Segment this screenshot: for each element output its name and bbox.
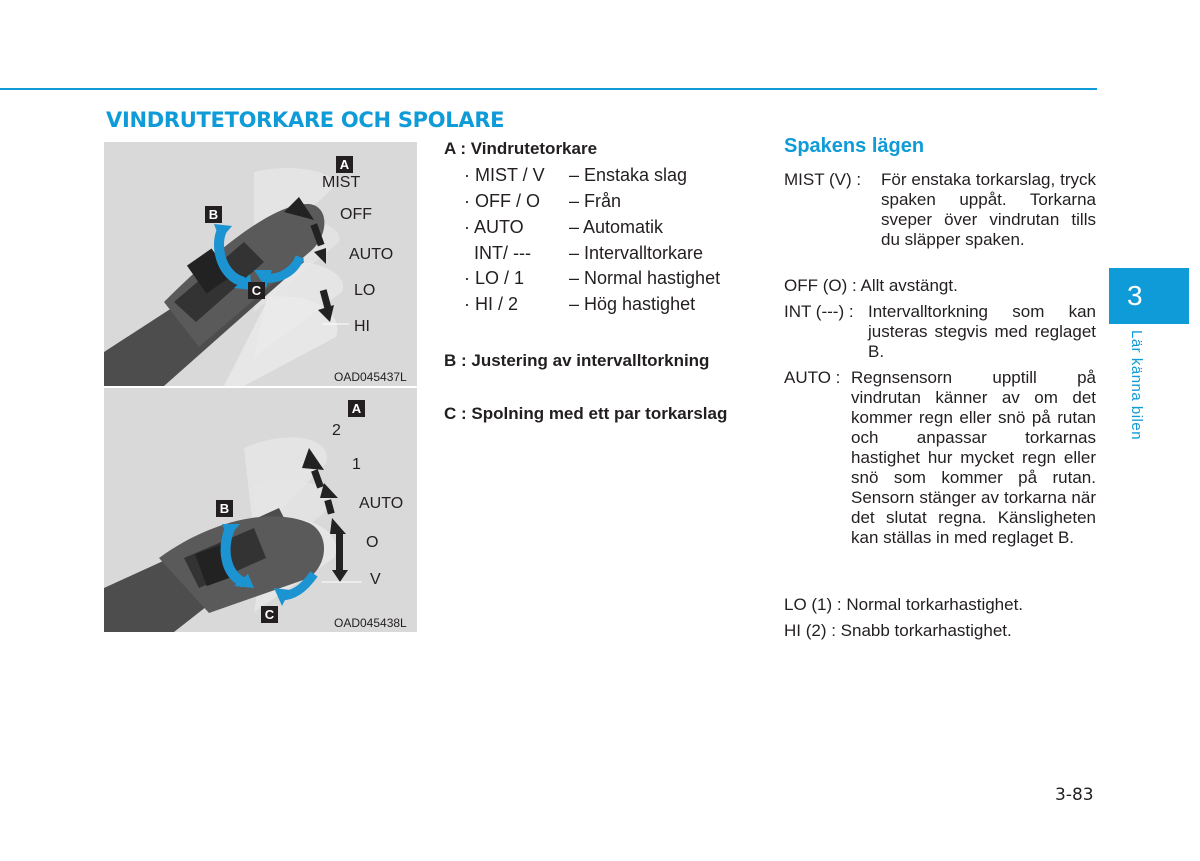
label-hi: HI	[354, 318, 370, 335]
label-v: V	[370, 571, 381, 588]
figure-type-b	[104, 388, 417, 632]
mode-desc: – Intervalltorkare	[569, 243, 704, 263]
positions-title: Spakens lägen	[784, 135, 925, 157]
mode-desc: – Automatik	[569, 217, 664, 237]
wiper-stalk-illustration-a	[104, 142, 417, 386]
label-auto: AUTO	[349, 246, 394, 263]
mode-code: · OFF / O	[464, 191, 540, 211]
page-number: 3-83	[1055, 785, 1094, 805]
badge-b: B	[216, 500, 233, 517]
header-rule	[0, 88, 1097, 90]
position-term: INT (---) :	[784, 302, 854, 321]
position-text: För enstaka torkarslag, tryck spaken uppåt. Torkarna sveper över vindrutan tills du släpper spaken.	[881, 170, 1096, 249]
position-text: Intervalltorkning som kan justeras stegvis med reglaget B.	[868, 302, 1096, 361]
mode-code: · MIST / V	[464, 165, 545, 185]
mode-desc: – Hög hastighet	[569, 294, 696, 314]
legend-c-heading: C : Spolning med ett par torkarslag	[444, 404, 728, 423]
figure-b-code: OAD045438L	[334, 616, 407, 630]
legend-a-heading: A : Vindrutetorkare	[444, 139, 598, 158]
badge-a: A	[348, 400, 365, 417]
mode-desc: – Enstaka slag	[569, 165, 688, 185]
mode-code: · LO / 1	[464, 268, 525, 288]
chapter-tab: 3	[1109, 268, 1189, 324]
position-term: LO (1) : Normal torkarhastighet.	[784, 595, 1024, 614]
label-auto: AUTO	[359, 495, 404, 512]
position-term: OFF (O) : Allt avstängt.	[784, 276, 958, 295]
label-mist: MIST	[322, 174, 361, 191]
figure-type-a	[104, 142, 417, 386]
mode-desc: – Från	[569, 191, 622, 211]
mode-code: INT/ ---	[474, 243, 531, 263]
label-2: 2	[332, 422, 341, 439]
position-term: MIST (V) :	[784, 170, 862, 189]
position-term: HI (2) : Snabb torkarhastighet.	[784, 621, 1012, 640]
label-1: 1	[352, 456, 361, 473]
badge-a: A	[336, 156, 353, 173]
badge-c: C	[248, 282, 265, 299]
mode-desc: – Normal hastighet	[569, 268, 721, 288]
label-off: OFF	[340, 206, 372, 223]
badge-b: B	[205, 206, 222, 223]
mode-code: · AUTO	[464, 217, 524, 237]
section-title: VINDRUTETORKARE OCH SPOLARE	[106, 108, 505, 132]
legend-b-heading: B : Justering av intervalltorkning	[444, 351, 710, 370]
mode-code: · HI / 2	[464, 294, 519, 314]
chapter-name: Lär känna bilen	[1128, 330, 1145, 441]
figure-a-code: OAD045437L	[334, 370, 407, 384]
label-lo: LO	[354, 282, 376, 299]
label-o: O	[366, 534, 379, 551]
position-term: AUTO :	[784, 368, 841, 387]
badge-c: C	[261, 606, 278, 623]
position-text: Regnsensorn upptill på vindrutan känner av om det kommer regn eller snö på rutan och anpassar torkarnas hastighet hur mycket regn eller snö som kommer på rutan. Sensorn stänger av torkarna när det slutat regna. Känsligheten kan ställas in med reglaget B.	[851, 368, 1096, 547]
